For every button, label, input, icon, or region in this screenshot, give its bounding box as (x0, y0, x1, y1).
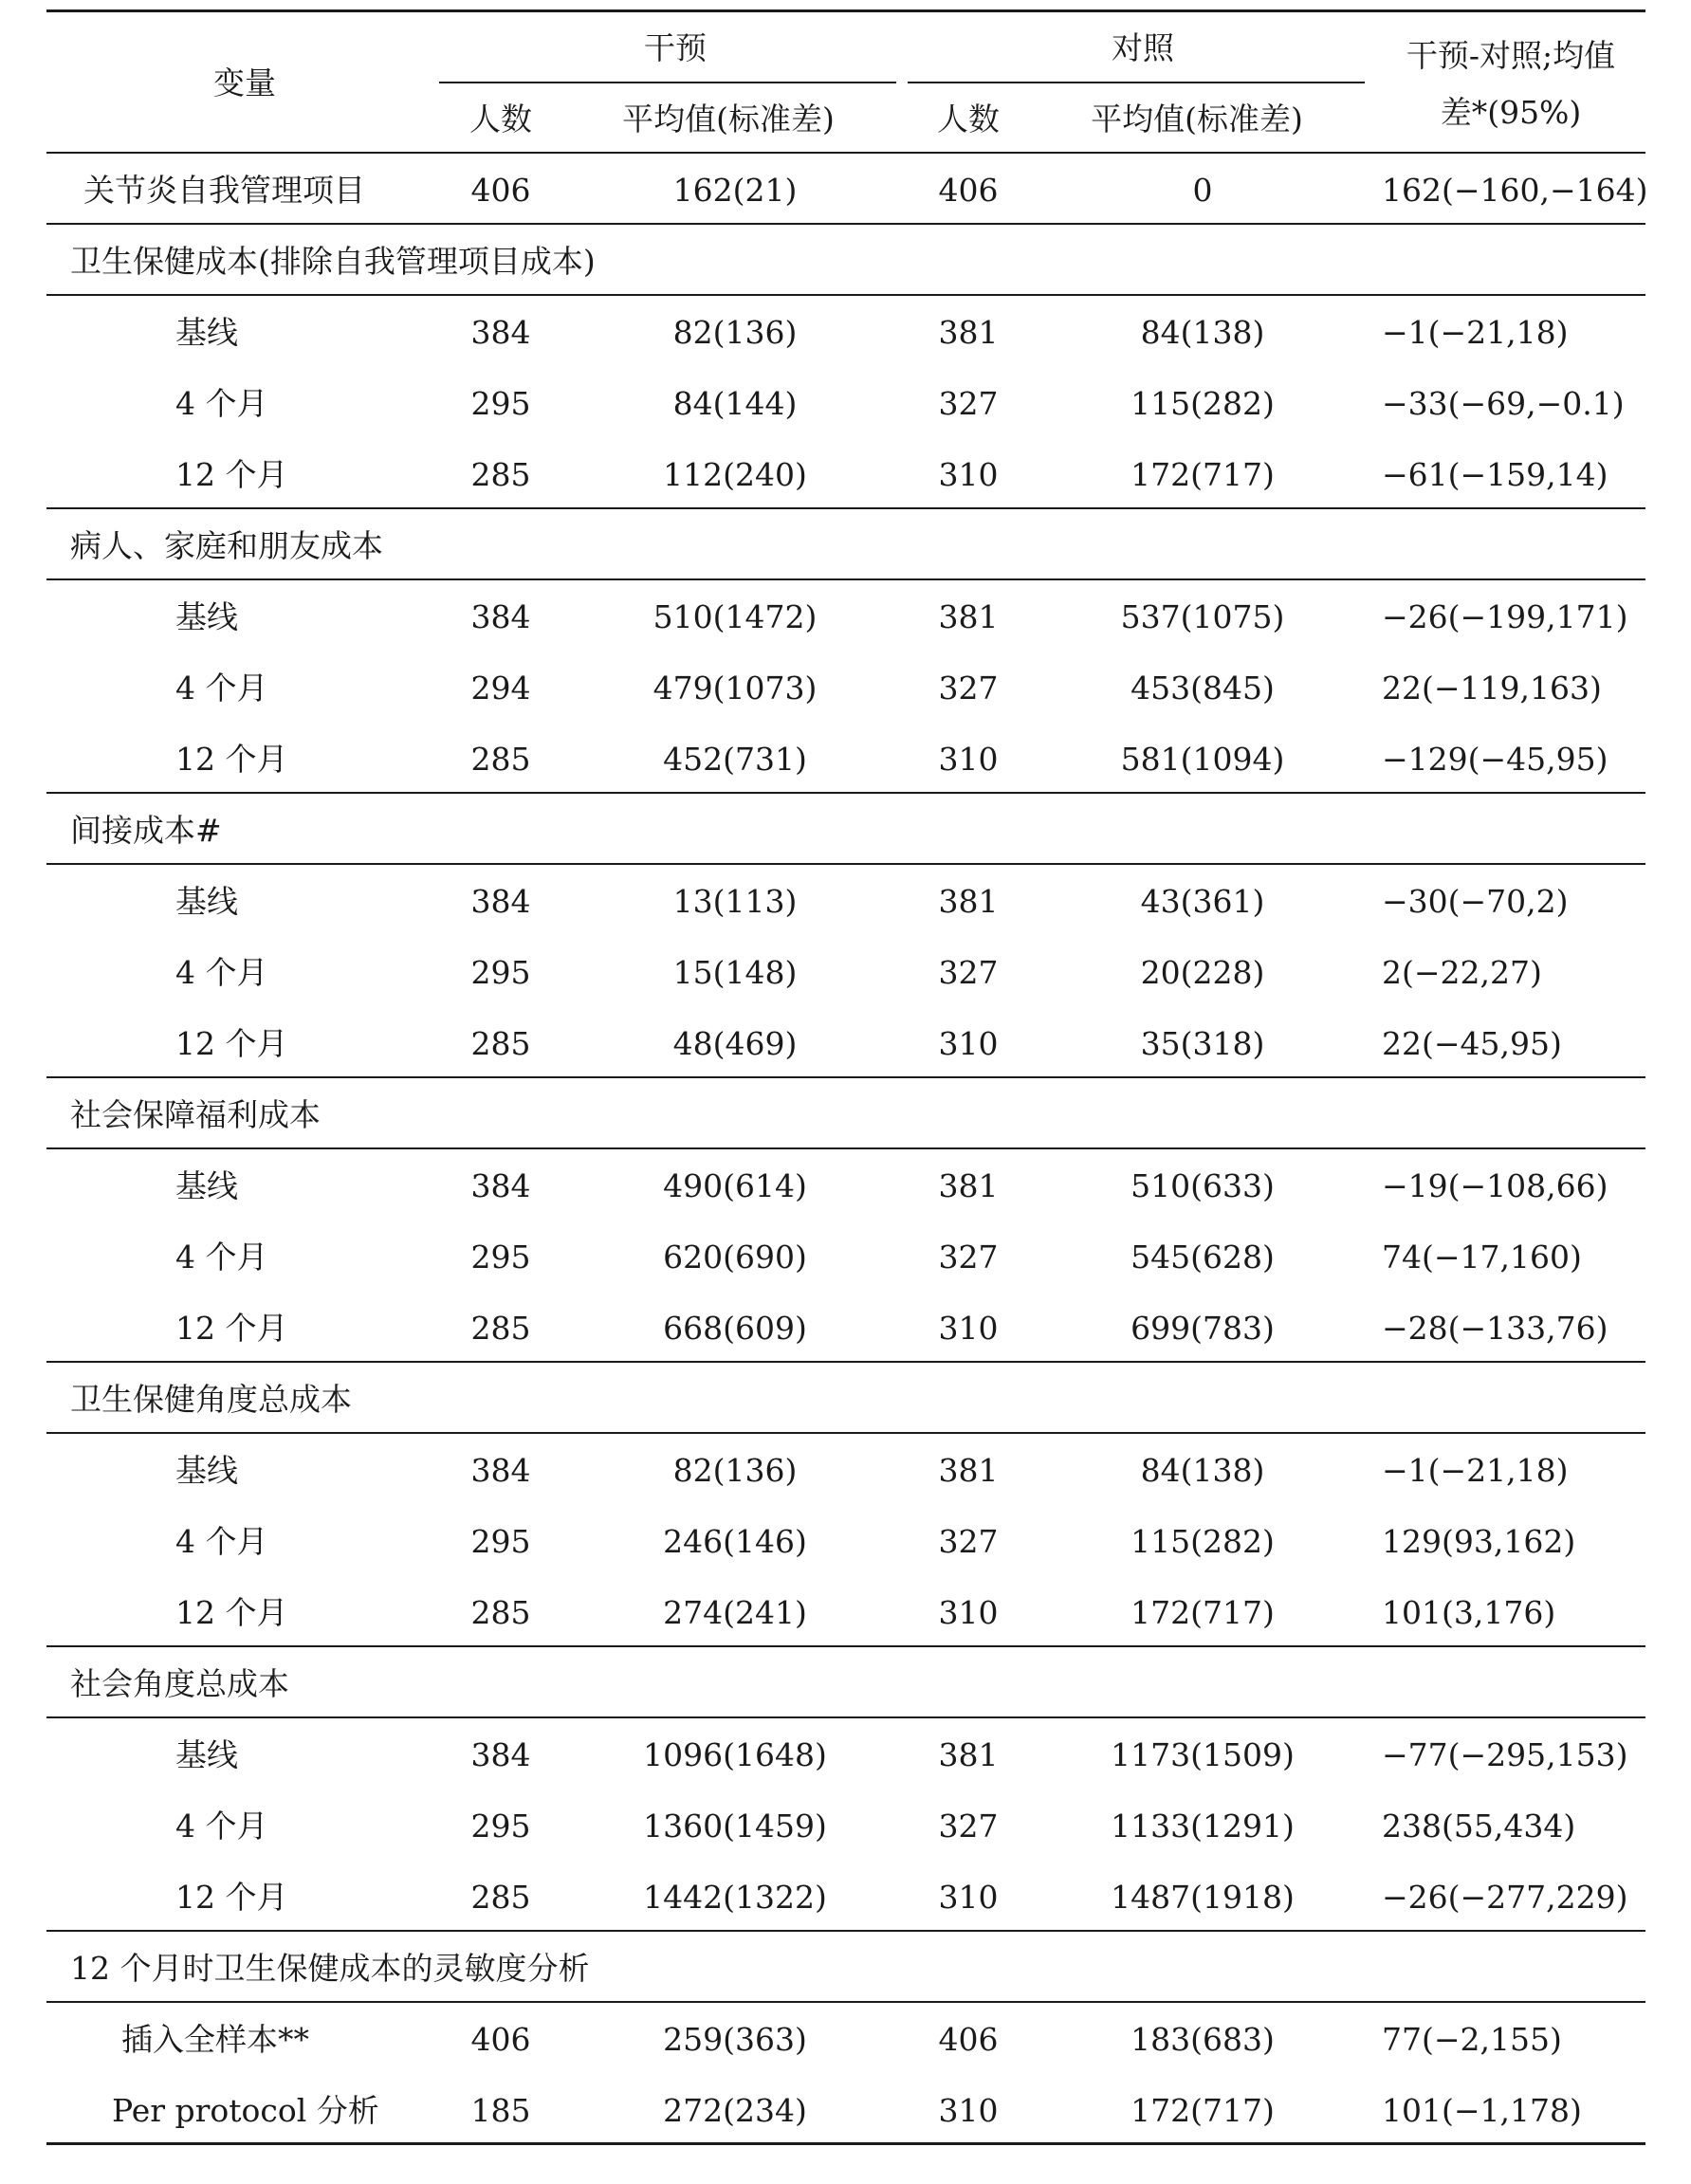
intervention-n-cell: 384 (470, 1736, 531, 1773)
control-mean-cell: 510(633) (1130, 1167, 1275, 1204)
row-label: 基线 (175, 1452, 238, 1489)
control-n-cell: 327 (938, 1239, 999, 1276)
difference-cell: −19(−108,66) (1382, 1167, 1608, 1204)
intervention-n-cell: 285 (470, 1310, 531, 1347)
intervention-mean-cell: 479(1073) (653, 670, 818, 707)
row-label: 基线 (175, 1736, 238, 1773)
top-row-control-n: 406 (938, 172, 999, 209)
row-label: 4 个月 (175, 1239, 268, 1276)
control-n-cell: 310 (938, 1025, 999, 1062)
intervention-mean-cell: 510(1472) (653, 598, 818, 635)
section-rule (46, 792, 1645, 794)
row-label: 基线 (175, 883, 238, 920)
control-mean-cell: 1487(1918) (1111, 1879, 1295, 1916)
row-label: 基线 (175, 314, 238, 351)
control-n-cell: 381 (938, 598, 999, 635)
difference-cell: 101(3,176) (1382, 1594, 1556, 1631)
section-title-rule (46, 2001, 1645, 2003)
section-title: 12 个月时卫生保健成本的灵敏度分析 (70, 1950, 590, 1987)
control-n-cell: 310 (938, 741, 999, 778)
row-label: 12 个月 (175, 741, 288, 778)
intervention-mean-cell: 15(148) (672, 954, 798, 991)
intervention-n-cell: 295 (470, 954, 531, 991)
control-mean-cell: 183(683) (1130, 2021, 1275, 2058)
control-mean-cell: 43(361) (1140, 883, 1265, 920)
control-n-cell: 327 (938, 954, 999, 991)
intervention-mean-cell: 274(241) (663, 1594, 807, 1631)
control-mean-cell: 115(282) (1130, 1523, 1275, 1560)
intervention-n-cell: 384 (470, 1167, 531, 1204)
intervention-n-cell: 285 (470, 1594, 531, 1631)
difference-cell: −30(−70,2) (1382, 883, 1569, 920)
row-label: 4 个月 (175, 670, 268, 707)
section-title-rule (46, 1432, 1645, 1434)
control-n-cell: 381 (938, 883, 999, 920)
intervention-mean-cell: 1442(1322) (643, 1879, 827, 1916)
section-rule (46, 1361, 1645, 1363)
control-span-rule (908, 82, 1365, 83)
header-difference-line1: 干预-对照;均值 (1406, 37, 1616, 74)
difference-cell: −61(−159,14) (1382, 456, 1608, 493)
difference-cell: 74(−17,160) (1382, 1239, 1582, 1276)
intervention-mean-cell: 1096(1648) (643, 1736, 827, 1773)
control-mean-cell: 20(228) (1140, 954, 1265, 991)
control-mean-cell: 172(717) (1130, 1594, 1275, 1631)
difference-cell: −1(−21,18) (1382, 1452, 1569, 1489)
difference-cell: −26(−199,171) (1382, 598, 1628, 635)
difference-cell: −1(−21,18) (1382, 314, 1569, 351)
intervention-mean-cell: 620(690) (663, 1239, 807, 1276)
control-mean-cell: 453(845) (1130, 670, 1275, 707)
section-title: 社会角度总成本 (70, 1665, 289, 1702)
control-mean-cell: 35(318) (1140, 1025, 1265, 1062)
control-mean-cell: 581(1094) (1120, 741, 1285, 778)
section-rule (46, 1076, 1645, 1078)
header-intervention-n: 人数 (469, 101, 532, 138)
intervention-n-cell: 295 (470, 1808, 531, 1844)
control-n-cell: 310 (938, 1594, 999, 1631)
section-title-rule (46, 294, 1645, 296)
section-title-rule (46, 863, 1645, 865)
intervention-mean-cell: 48(469) (672, 1025, 798, 1062)
top-row-intervention-mean: 162(21) (672, 172, 798, 209)
row-label: 基线 (175, 598, 238, 635)
intervention-mean-cell: 82(136) (672, 1452, 798, 1489)
header-difference-line2: 差*(95%) (1440, 94, 1582, 131)
section-rule (46, 1930, 1645, 1932)
control-n-cell: 310 (938, 2092, 999, 2129)
control-n-cell: 381 (938, 1452, 999, 1489)
intervention-n-cell: 384 (470, 314, 531, 351)
top-row-control-mean: 0 (1192, 172, 1213, 209)
row-label: 4 个月 (175, 1808, 268, 1844)
control-mean-cell: 699(783) (1130, 1310, 1275, 1347)
control-n-cell: 327 (938, 670, 999, 707)
section-title-rule (46, 1716, 1645, 1718)
intervention-n-cell: 285 (470, 456, 531, 493)
table-bottom-rule (46, 2142, 1645, 2145)
row-label: 12 个月 (175, 456, 288, 493)
intervention-mean-cell: 246(146) (663, 1523, 807, 1560)
intervention-mean-cell: 490(614) (663, 1167, 807, 1204)
intervention-mean-cell: 13(113) (672, 883, 798, 920)
control-mean-cell: 537(1075) (1120, 598, 1285, 635)
control-n-cell: 381 (938, 1167, 999, 1204)
difference-cell: 22(−119,163) (1382, 670, 1602, 707)
control-n-cell: 381 (938, 1736, 999, 1773)
row-label: 基线 (175, 1167, 238, 1204)
header-control-n: 人数 (937, 101, 1000, 138)
header-intervention: 干预 (644, 29, 707, 66)
intervention-span-rule (439, 82, 896, 83)
control-mean-cell: 1173(1509) (1111, 1736, 1295, 1773)
section-title: 卫生保健成本(排除自我管理项目成本) (70, 243, 596, 280)
control-n-cell: 310 (938, 1879, 999, 1916)
row-label: Per protocol 分析 (112, 2092, 379, 2129)
intervention-n-cell: 295 (470, 1523, 531, 1560)
intervention-n-cell: 406 (470, 2021, 531, 2058)
header-variable: 变量 (213, 64, 276, 101)
intervention-n-cell: 294 (470, 670, 531, 707)
intervention-n-cell: 285 (470, 741, 531, 778)
control-n-cell: 381 (938, 314, 999, 351)
intervention-n-cell: 185 (470, 2092, 531, 2129)
control-n-cell: 327 (938, 385, 999, 422)
intervention-mean-cell: 272(234) (663, 2092, 807, 2129)
difference-cell: −28(−133,76) (1382, 1310, 1608, 1347)
difference-cell: 101(−1,178) (1382, 2092, 1582, 2129)
row-label: 12 个月 (175, 1025, 288, 1062)
control-mean-cell: 84(138) (1140, 1452, 1265, 1489)
intervention-n-cell: 295 (470, 385, 531, 422)
row-label: 12 个月 (175, 1879, 288, 1916)
intervention-mean-cell: 84(144) (672, 385, 798, 422)
row-label: 4 个月 (175, 954, 268, 991)
intervention-mean-cell: 668(609) (663, 1310, 807, 1347)
top-row-difference: 162(−160,−164) (1382, 172, 1648, 209)
difference-cell: 238(55,434) (1382, 1808, 1576, 1844)
row-label: 4 个月 (175, 385, 268, 422)
section-rule (46, 507, 1645, 509)
control-mean-cell: 545(628) (1130, 1239, 1275, 1276)
difference-cell: −26(−277,229) (1382, 1879, 1628, 1916)
section-title-rule (46, 1147, 1645, 1149)
difference-cell: 129(93,162) (1382, 1523, 1576, 1560)
row-label: 4 个月 (175, 1523, 268, 1560)
intervention-n-cell: 285 (470, 1879, 531, 1916)
header-control: 对照 (1112, 29, 1174, 66)
section-title: 间接成本# (70, 812, 222, 849)
row-label: 12 个月 (175, 1310, 288, 1347)
section-title: 病人、家庭和朋友成本 (70, 527, 383, 564)
difference-cell: 2(−22,27) (1382, 954, 1542, 991)
intervention-n-cell: 384 (470, 1452, 531, 1489)
top-row-label: 关节炎自我管理项目 (83, 172, 365, 209)
top-row-intervention-n: 406 (470, 172, 531, 209)
intervention-n-cell: 384 (470, 598, 531, 635)
section-title-rule (46, 578, 1645, 580)
header-bottom-rule (46, 152, 1645, 154)
intervention-mean-cell: 1360(1459) (643, 1808, 827, 1844)
difference-cell: 22(−45,95) (1382, 1025, 1562, 1062)
row-label: 12 个月 (175, 1594, 288, 1631)
difference-cell: −33(−69,−0.1) (1382, 385, 1625, 422)
intervention-mean-cell: 82(136) (672, 314, 798, 351)
control-mean-cell: 84(138) (1140, 314, 1265, 351)
control-n-cell: 406 (938, 2021, 999, 2058)
control-n-cell: 310 (938, 456, 999, 493)
intervention-n-cell: 295 (470, 1239, 531, 1276)
control-n-cell: 310 (938, 1310, 999, 1347)
control-mean-cell: 172(717) (1130, 456, 1275, 493)
intervention-mean-cell: 259(363) (663, 2021, 807, 2058)
control-mean-cell: 172(717) (1130, 2092, 1275, 2129)
section-title: 社会保障福利成本 (70, 1096, 321, 1133)
header-control-mean-sd: 平均值(标准差) (1091, 101, 1303, 138)
difference-cell: −129(−45,95) (1382, 741, 1608, 778)
intervention-n-cell: 285 (470, 1025, 531, 1062)
header-intervention-mean-sd: 平均值(标准差) (622, 101, 835, 138)
intervention-n-cell: 384 (470, 883, 531, 920)
section-title: 卫生保健角度总成本 (70, 1381, 352, 1418)
row-label: 插入全样本** (121, 2021, 309, 2058)
control-n-cell: 327 (938, 1808, 999, 1844)
section-rule (46, 1645, 1645, 1647)
control-mean-cell: 1133(1291) (1111, 1808, 1295, 1844)
control-n-cell: 327 (938, 1523, 999, 1560)
table-top-rule (46, 9, 1645, 12)
intervention-mean-cell: 112(240) (663, 456, 807, 493)
difference-cell: 77(−2,155) (1382, 2021, 1562, 2058)
section-rule (46, 223, 1645, 225)
difference-cell: −77(−295,153) (1382, 1736, 1628, 1773)
intervention-mean-cell: 452(731) (663, 741, 807, 778)
control-mean-cell: 115(282) (1130, 385, 1275, 422)
